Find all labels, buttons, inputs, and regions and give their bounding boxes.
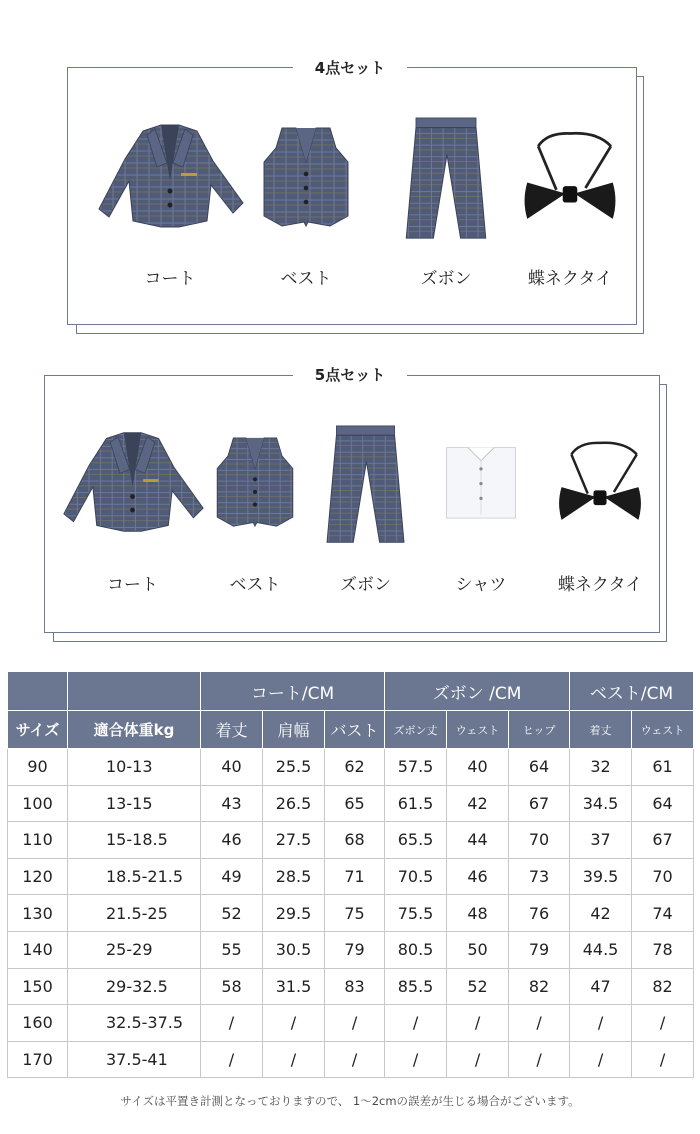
table-row — [8, 858, 694, 895]
pants-icon — [396, 116, 496, 242]
measure-cell: / — [632, 1005, 694, 1042]
measure-cell: 27.5 — [263, 822, 325, 859]
measure-cell: 28.5 — [263, 858, 325, 895]
measure-cell: 78 — [632, 931, 694, 968]
measure-cell: / — [263, 1041, 325, 1078]
measure-cell: / — [570, 1005, 632, 1042]
measure-cell: 48 — [447, 895, 509, 932]
table-row — [8, 749, 694, 786]
set4-label-coat: コート — [144, 269, 196, 289]
measure-cell: 57.5 — [385, 749, 447, 786]
measure-cell: / — [447, 1041, 509, 1078]
header-coat-shoulder: 肩幅 — [263, 711, 325, 749]
measure-cell: 64 — [509, 749, 570, 786]
size-table — [7, 671, 694, 1078]
set5-item-vest — [210, 432, 300, 595]
measure-cell: / — [263, 1005, 325, 1042]
weight-cell: 32.5-37.5 — [68, 1005, 201, 1042]
measure-cell: 70 — [509, 822, 570, 859]
size-table-body — [8, 749, 694, 1078]
measure-cell: 52 — [447, 968, 509, 1005]
vest-icon — [256, 122, 356, 232]
size-cell: 110 — [8, 822, 68, 859]
measure-cell: 30.5 — [263, 931, 325, 968]
measure-cell: 26.5 — [263, 785, 325, 822]
table-row — [8, 1041, 694, 1078]
coat-icon — [60, 428, 205, 536]
measure-cell: 73 — [509, 858, 570, 895]
header-weight: 適合体重kg — [68, 711, 201, 749]
measure-cell: 25.5 — [263, 749, 325, 786]
size-cell: 160 — [8, 1005, 68, 1042]
measure-cell: 65.5 — [385, 822, 447, 859]
set4-item-pants — [396, 116, 496, 289]
measure-cell: 31.5 — [263, 968, 325, 1005]
measure-cell: / — [447, 1005, 509, 1042]
measure-cell: 52 — [201, 895, 263, 932]
size-cell: 170 — [8, 1041, 68, 1078]
weight-cell: 18.5-21.5 — [68, 858, 201, 895]
header-size: サイズ — [8, 711, 68, 749]
weight-cell: 37.5-41 — [68, 1041, 201, 1078]
measure-cell: / — [201, 1041, 263, 1078]
measure-cell: 79 — [325, 931, 385, 968]
measure-cell: 58 — [201, 968, 263, 1005]
set4-label-pants: ズボン — [420, 269, 472, 289]
measure-cell: 61 — [632, 749, 694, 786]
measure-cell: 79 — [509, 931, 570, 968]
measure-cell: / — [509, 1005, 570, 1042]
table-row — [8, 968, 694, 1005]
measure-cell: 62 — [325, 749, 385, 786]
set5-label-shirt: シャツ — [455, 575, 507, 595]
header-pants-length: ズボン丈 — [385, 711, 447, 749]
header-group-pants: ズボン /CM — [385, 672, 570, 711]
header-coat-length: 着丈 — [201, 711, 263, 749]
table-row — [8, 822, 694, 859]
measure-cell: 42 — [447, 785, 509, 822]
measure-cell: 68 — [325, 822, 385, 859]
size-cell: 120 — [8, 858, 68, 895]
table-group-header-row — [8, 672, 694, 711]
weight-cell: 10-13 — [68, 749, 201, 786]
set4-item-bowtie — [520, 128, 620, 289]
measure-cell: 82 — [509, 968, 570, 1005]
header-blank-weight — [68, 672, 201, 711]
weight-cell: 29-32.5 — [68, 968, 201, 1005]
measurement-note: サイズは平置き計測となっておりますので、 1～2cmの誤差が生じる場合がございます。 — [120, 1094, 580, 1108]
weight-cell: 21.5-25 — [68, 895, 201, 932]
measure-cell: 42 — [570, 895, 632, 932]
measure-cell: 46 — [447, 858, 509, 895]
measure-cell: 29.5 — [263, 895, 325, 932]
measure-cell: / — [570, 1041, 632, 1078]
header-coat-bust: バスト — [325, 711, 385, 749]
measure-cell: 47 — [570, 968, 632, 1005]
set5-label-vest: ベスト — [229, 575, 281, 595]
measure-cell: 32 — [570, 749, 632, 786]
weight-cell: 25-29 — [68, 931, 201, 968]
bowtie-icon — [555, 438, 645, 528]
header-blank-size — [8, 672, 68, 711]
size-cell: 150 — [8, 968, 68, 1005]
bowtie-icon — [520, 128, 620, 228]
measure-cell: / — [201, 1005, 263, 1042]
set4-title: 4点セット — [0, 57, 700, 78]
weight-cell: 13-15 — [68, 785, 201, 822]
header-pants-hip: ヒップ — [509, 711, 570, 749]
measure-cell: 34.5 — [570, 785, 632, 822]
set4-panel — [0, 0, 700, 340]
header-vest-waist: ウェスト — [632, 711, 694, 749]
pants-icon — [318, 424, 413, 546]
measure-cell: 49 — [201, 858, 263, 895]
measure-cell: / — [385, 1005, 447, 1042]
measure-cell: 44 — [447, 822, 509, 859]
table-row — [8, 785, 694, 822]
header-group-coat: コート/CM — [201, 672, 385, 711]
measure-cell: 82 — [632, 968, 694, 1005]
measure-cell: 40 — [447, 749, 509, 786]
vest-icon — [210, 432, 300, 532]
measure-cell: 74 — [632, 895, 694, 932]
set5-title: 5点セット — [0, 364, 700, 385]
measure-cell: 67 — [509, 785, 570, 822]
measure-cell: / — [325, 1041, 385, 1078]
coat-icon — [95, 120, 245, 232]
measure-cell: 85.5 — [385, 968, 447, 1005]
size-cell: 100 — [8, 785, 68, 822]
measure-cell: 39.5 — [570, 858, 632, 895]
measure-cell: 70.5 — [385, 858, 447, 895]
size-table-wrap — [7, 671, 693, 1078]
measure-cell: 71 — [325, 858, 385, 895]
size-cell: 130 — [8, 895, 68, 932]
measure-cell: 43 — [201, 785, 263, 822]
set4-item-vest — [256, 122, 356, 289]
weight-cell: 15-18.5 — [68, 822, 201, 859]
set5-panel — [0, 340, 700, 660]
table-row — [8, 931, 694, 968]
measure-cell: 67 — [632, 822, 694, 859]
table-column-header-row — [8, 711, 694, 749]
measure-cell: 61.5 — [385, 785, 447, 822]
measure-cell: / — [632, 1041, 694, 1078]
set4-label-bowtie: 蝶ネクタイ — [527, 269, 613, 289]
table-row — [8, 895, 694, 932]
measure-cell: 40 — [201, 749, 263, 786]
measure-cell: 37 — [570, 822, 632, 859]
set4-item-coat — [95, 120, 245, 289]
header-group-vest: ベスト/CM — [570, 672, 694, 711]
set5-item-bowtie — [555, 438, 645, 595]
header-vest-length: 着丈 — [570, 711, 632, 749]
size-cell: 90 — [8, 749, 68, 786]
set5-label-pants: ズボン — [340, 575, 391, 595]
header-pants-waist: ウェスト — [447, 711, 509, 749]
measure-cell: 76 — [509, 895, 570, 932]
measure-cell: 83 — [325, 968, 385, 1005]
set5-item-shirt — [440, 438, 522, 595]
measure-cell: / — [509, 1041, 570, 1078]
measure-cell: 44.5 — [570, 931, 632, 968]
measure-cell: / — [325, 1005, 385, 1042]
size-cell: 140 — [8, 931, 68, 968]
measure-cell: 50 — [447, 931, 509, 968]
measure-cell: / — [385, 1041, 447, 1078]
set5-label-bowtie: 蝶ネクタイ — [557, 575, 643, 595]
set5-item-coat — [60, 428, 205, 595]
measure-cell: 55 — [201, 931, 263, 968]
table-row — [8, 1005, 694, 1042]
measure-cell: 64 — [632, 785, 694, 822]
measure-cell: 70 — [632, 858, 694, 895]
measure-cell: 75 — [325, 895, 385, 932]
measure-cell: 65 — [325, 785, 385, 822]
measure-cell: 75.5 — [385, 895, 447, 932]
set5-label-coat: コート — [107, 575, 158, 595]
measure-cell: 80.5 — [385, 931, 447, 968]
shirt-icon — [440, 438, 522, 526]
set4-label-vest: ベスト — [280, 269, 332, 289]
measure-cell: 46 — [201, 822, 263, 859]
set5-item-pants — [318, 424, 413, 595]
